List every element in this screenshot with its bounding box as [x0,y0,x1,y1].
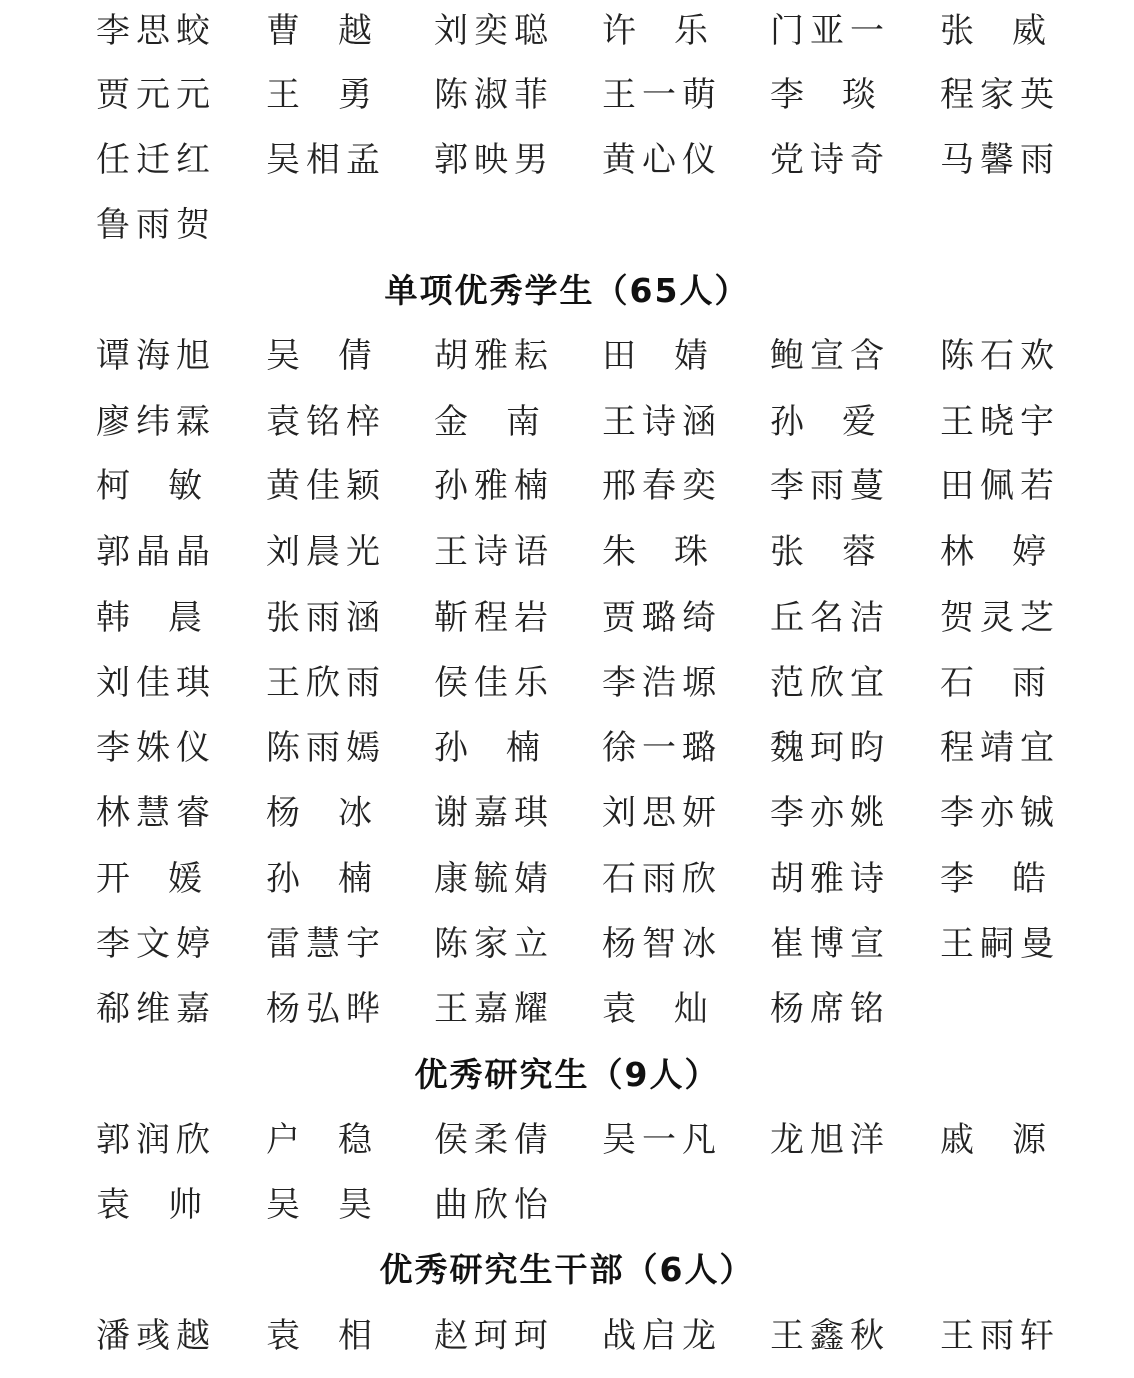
person-name: 韩晨 [96,598,240,638]
section-heading: 优秀研究生干部（6人） [379,1250,755,1289]
person-name: 李亦铖 [940,793,1060,833]
person-name: 邢春奕 [602,466,722,506]
person-name: 孙雅楠 [434,466,554,506]
person-name: 袁帅 [96,1185,240,1225]
person-name: 石雨欣 [602,859,722,899]
person-name: 户稳 [266,1120,410,1160]
person-name: 杨智冰 [602,924,722,964]
person-name: 崔博宣 [770,924,890,964]
person-name: 廖纬霖 [96,402,216,442]
name-row [96,984,1056,1034]
name-row [96,70,1060,120]
person-name: 谢嘉琪 [434,793,554,833]
person-name: 马馨雨 [940,140,1060,180]
person-name: 李雨蔓 [770,466,890,506]
person-name: 吴相孟 [266,140,386,180]
person-name: 李皓 [940,859,1084,899]
person-name: 吴昊 [266,1185,410,1225]
person-name: 袁铭梓 [266,402,386,442]
name-row [96,723,1060,773]
name-row [96,527,1084,577]
person-name: 王嘉耀 [434,989,554,1029]
person-name: 王晓宇 [940,402,1060,442]
person-name: 雷慧宇 [266,924,386,964]
person-name: 战启龙 [602,1316,722,1356]
person-name: 陈淑菲 [434,75,554,115]
person-name: 吴一凡 [602,1120,722,1160]
person-name: 孙爱 [770,402,914,442]
name-row [96,331,1060,381]
person-name: 范欣宜 [770,663,890,703]
name-row [96,135,1060,185]
name-row [96,1311,1060,1361]
person-name: 潘彧越 [96,1316,216,1356]
person-name: 刘佳琪 [96,663,216,703]
person-name: 田佩若 [940,466,1060,506]
person-name: 贾元元 [96,75,216,115]
person-name: 谭海旭 [96,336,216,376]
person-name: 林慧睿 [96,793,216,833]
name-row [96,200,1056,250]
person-name: 王鑫秋 [770,1316,890,1356]
person-name: 杨席铭 [770,989,890,1029]
section-heading: 单项优秀学生（65人） [384,271,750,310]
person-name: 曹越 [266,11,410,51]
person-name: 任迁红 [96,140,216,180]
person-name: 开媛 [96,859,240,899]
person-name: 袁灿 [602,989,746,1029]
person-name: 侯佳乐 [434,663,554,703]
person-name: 陈雨嫣 [266,728,386,768]
section-heading: 优秀研究生（9人） [414,1055,720,1094]
person-name: 陈石欢 [940,336,1060,376]
name-row [96,658,1084,708]
person-name: 王勇 [266,75,410,115]
person-name: 朱珠 [602,532,746,572]
person-name: 徐一璐 [602,728,722,768]
person-name: 党诗奇 [770,140,890,180]
person-name: 林婷 [940,532,1084,572]
name-row [96,1180,1056,1230]
person-name: 龙旭洋 [770,1120,890,1160]
person-name: 许乐 [602,11,746,51]
person-name: 李亦姚 [770,793,890,833]
person-name: 金南 [434,402,578,442]
person-name: 郭晶晶 [96,532,216,572]
person-name: 刘思妍 [602,793,722,833]
person-name: 杨弘晔 [266,989,386,1029]
name-row [96,788,1060,838]
person-name: 郭润欣 [96,1120,216,1160]
person-name: 门亚一 [770,11,890,51]
name-row [96,6,1084,56]
person-name: 孙楠 [266,859,410,899]
person-name: 孙楠 [434,728,578,768]
person-name: 杨冰 [266,793,410,833]
person-name: 魏珂昀 [770,728,890,768]
person-name: 郭映男 [434,140,554,180]
person-name: 柯敏 [96,466,240,506]
person-name: 郗维嘉 [96,989,216,1029]
person-name: 袁相 [266,1316,410,1356]
person-name: 鲍宣含 [770,336,890,376]
person-name: 王诗涵 [602,402,722,442]
person-name: 王嗣曼 [940,924,1060,964]
person-name: 吴倩 [266,336,410,376]
name-row [96,461,1060,511]
person-name: 康毓婧 [434,859,554,899]
person-name: 王诗语 [434,532,554,572]
name-row [96,1115,1084,1165]
person-name: 李思蛟 [96,11,216,51]
person-name: 石雨 [940,663,1084,703]
name-row [96,397,1060,447]
name-row [96,919,1060,969]
person-name: 贺灵芝 [940,598,1060,638]
person-name: 黄佳颖 [266,466,386,506]
person-name: 张威 [940,11,1084,51]
person-name: 张雨涵 [266,598,386,638]
person-name: 贾璐绮 [602,598,722,638]
person-name: 王雨轩 [940,1316,1060,1356]
person-name: 靳程岩 [434,598,554,638]
person-name: 黄心仪 [602,140,722,180]
name-row [96,854,1084,904]
person-name: 曲欣怡 [434,1185,554,1225]
person-name: 王欣雨 [266,663,386,703]
person-name: 田婧 [602,336,746,376]
person-name: 程家英 [940,75,1060,115]
person-name: 李文婷 [96,924,216,964]
person-name: 刘奕聪 [434,11,554,51]
person-name: 鲁雨贺 [96,205,216,245]
person-name: 胡雅诗 [770,859,890,899]
person-name: 赵珂珂 [434,1316,554,1356]
person-name: 王一萌 [602,75,722,115]
person-name: 程靖宜 [940,728,1060,768]
person-name: 陈家立 [434,924,554,964]
name-row [96,593,1060,643]
person-name: 李琰 [770,75,914,115]
person-name: 李浩塬 [602,663,722,703]
person-name: 胡雅耘 [434,336,554,376]
person-name: 戚源 [940,1120,1084,1160]
person-name: 刘晨光 [266,532,386,572]
person-name: 李姝仪 [96,728,216,768]
person-name: 丘名洁 [770,598,890,638]
person-name: 侯柔倩 [434,1120,554,1160]
person-name: 张蓉 [770,532,914,572]
